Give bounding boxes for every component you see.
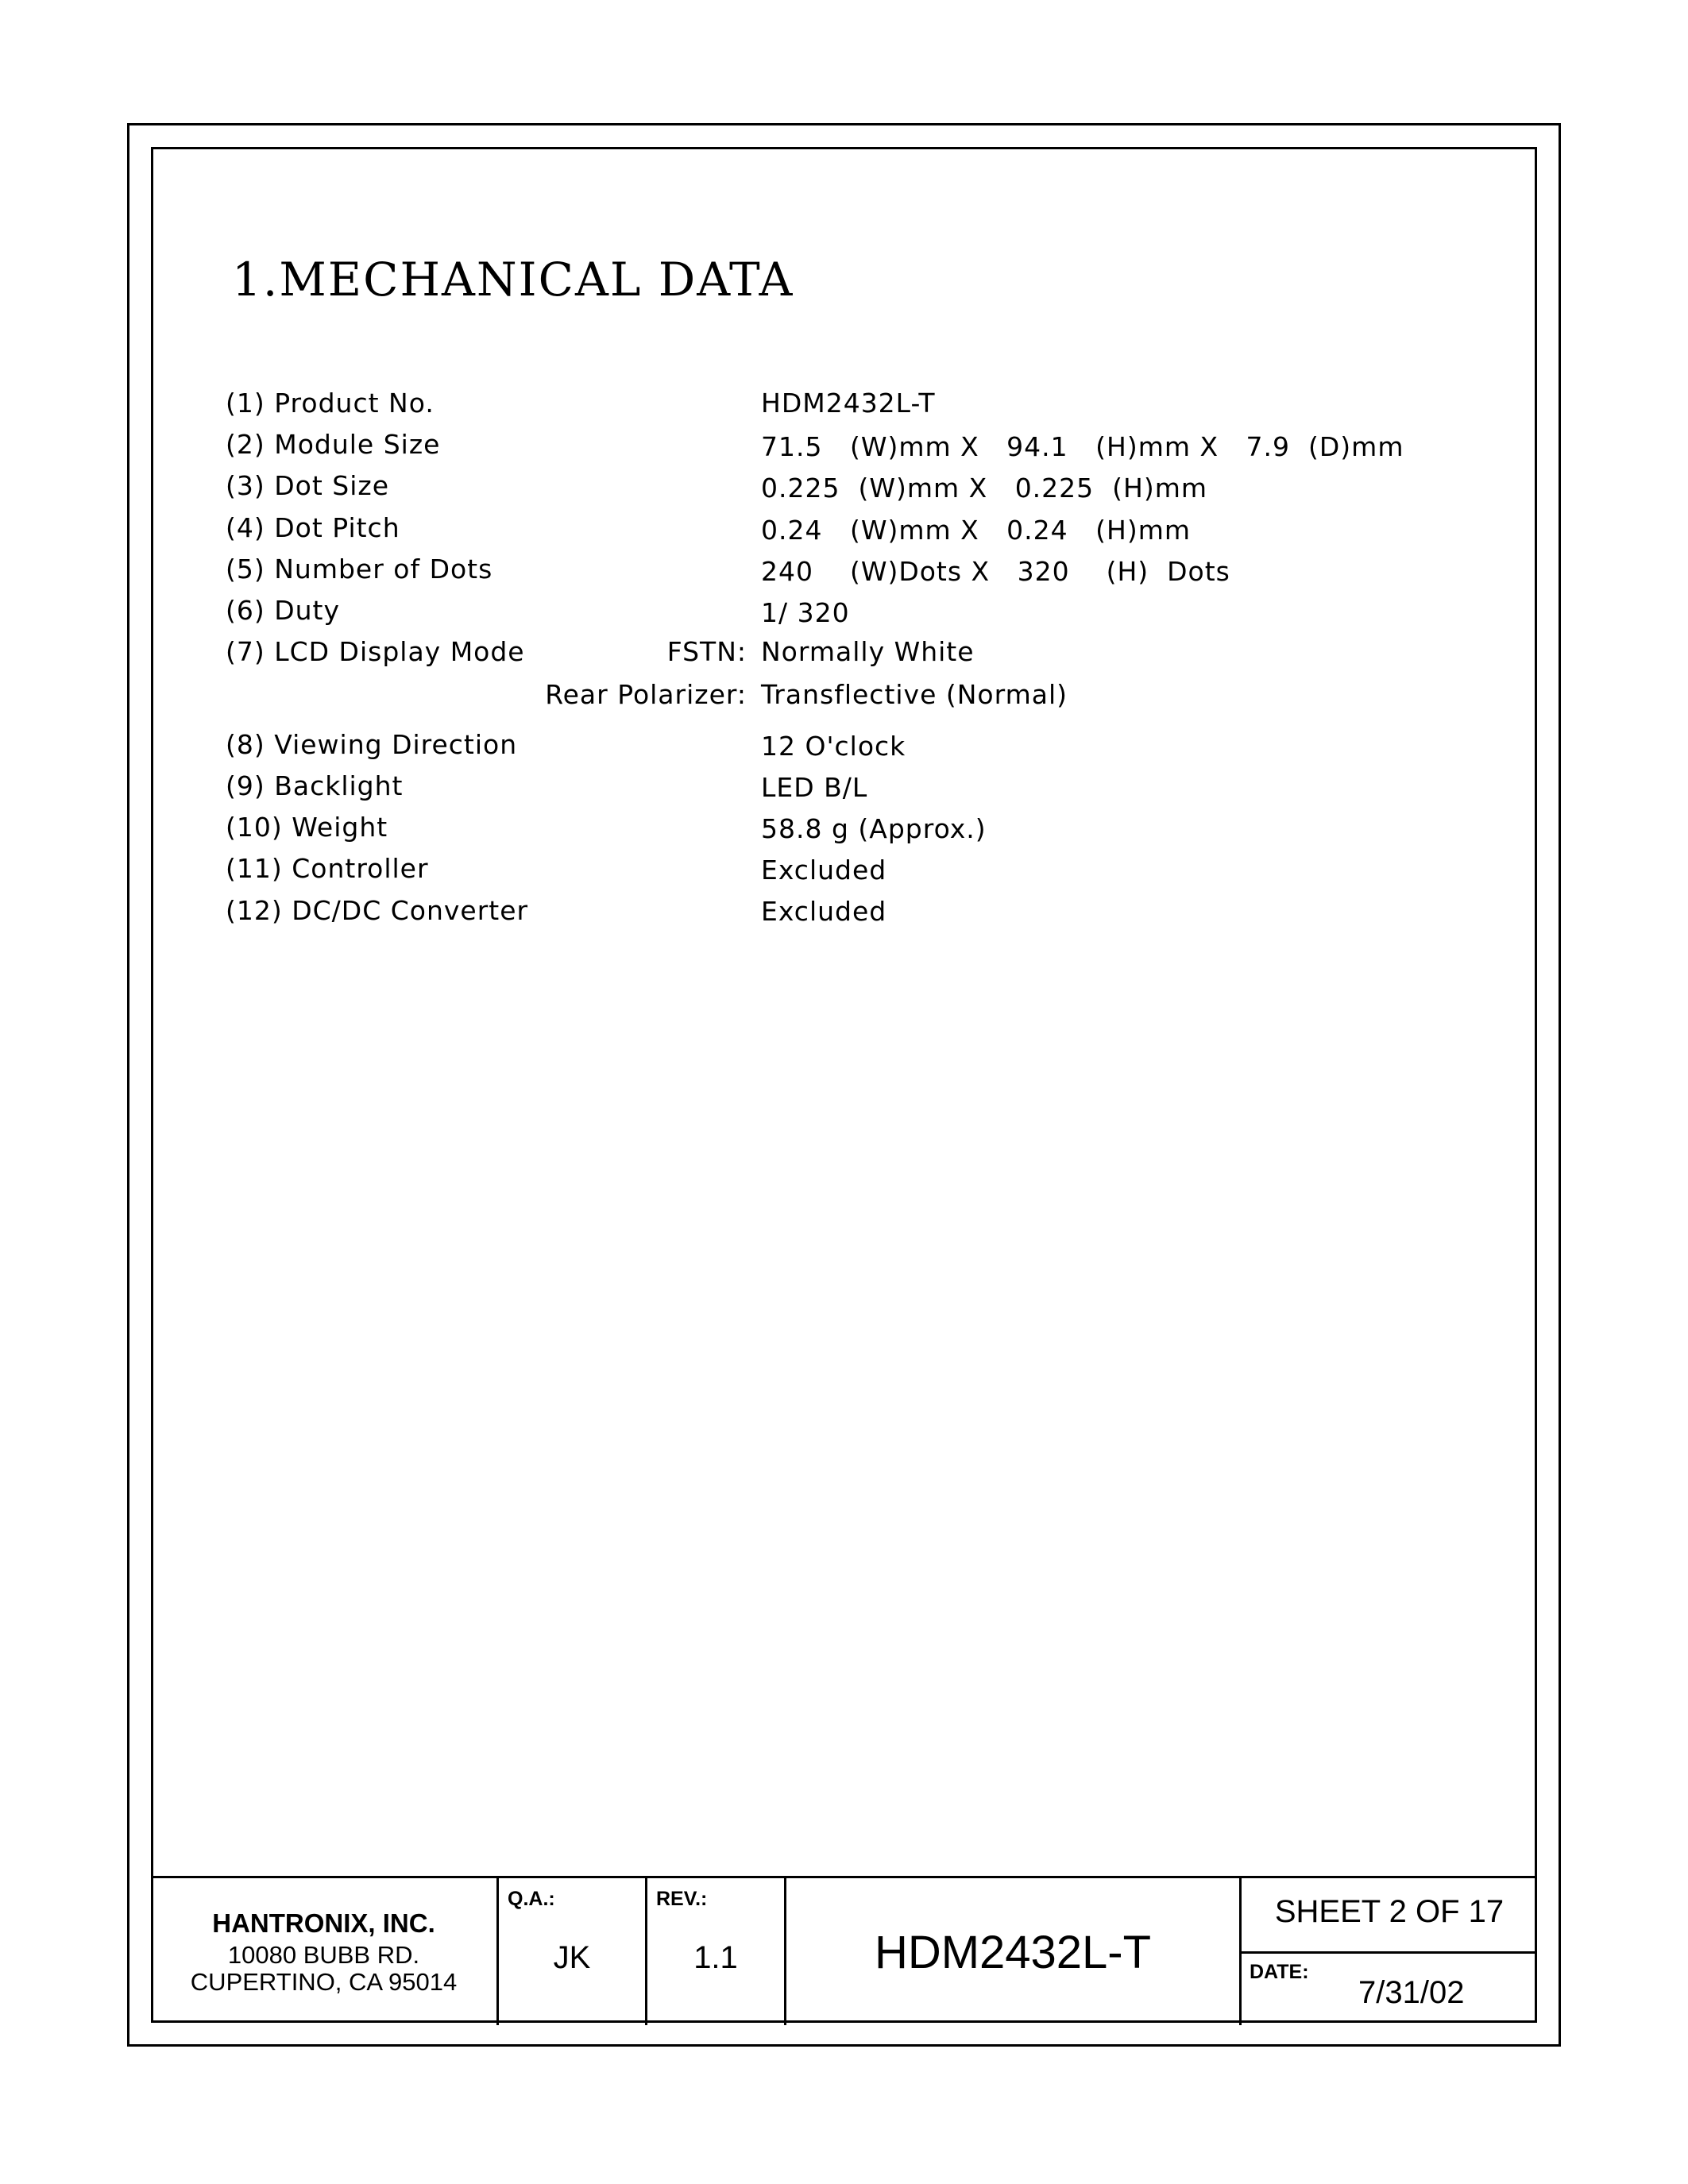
- company-address-line1: 10080 BUBB RD.: [227, 1941, 420, 1969]
- spec-value-product-no: HDM2432L-T: [761, 388, 936, 419]
- page-title: 1.MECHANICAL DATA: [232, 253, 794, 307]
- title-block-divider: [1239, 1951, 1537, 1954]
- part-number: HDM2432L-T: [874, 1927, 1152, 1978]
- spec-label-number-of-dots: (5) Number of Dots: [226, 554, 493, 585]
- spec-value-dot-pitch: 0.24 (W)mm X 0.24 (H)mm: [761, 515, 1191, 546]
- spec-label-controller: (11) Controller: [226, 853, 429, 884]
- company-name: HANTRONIX, INC.: [212, 1908, 435, 1938]
- spec-label-viewing-direction: (8) Viewing Direction: [226, 729, 518, 760]
- spec-label-module-size: (2) Module Size: [226, 429, 441, 460]
- spec-label-weight: (10) Weight: [226, 812, 388, 843]
- spec-value-controller: Excluded: [761, 855, 887, 886]
- qa-label: Q.A.:: [508, 1888, 555, 1910]
- date-label: DATE:: [1250, 1961, 1309, 1983]
- spec-label-product-no: (1) Product No.: [226, 388, 435, 419]
- date-value: 7/31/02: [1358, 1975, 1465, 2010]
- rev-value: 1.1: [693, 1940, 738, 1975]
- spec-value-weight: 58.8 g (Approx.): [761, 813, 987, 844]
- company-address-line2: CUPERTINO, CA 95014: [190, 1968, 458, 1996]
- spec-value-number-of-dots: 240 (W)Dots X 320 (H) Dots: [761, 556, 1230, 587]
- spec-label-dc-dc-converter: (12) DC/DC Converter: [226, 895, 529, 926]
- spec-value-module-size: 71.5 (W)mm X 94.1 (H)mm X 7.9 (D)mm: [761, 431, 1404, 462]
- qa-value: JK: [553, 1940, 591, 1975]
- spec-value-viewing-direction: 12 O'clock: [761, 731, 906, 762]
- spec-value-lcd-display-mode: Normally White: [761, 636, 975, 667]
- spec-label-backlight: (9) Backlight: [226, 770, 404, 801]
- spec-label-duty: (6) Duty: [226, 595, 341, 626]
- spec-value-duty: 1/ 320: [761, 597, 850, 628]
- spec-value-dc-dc-converter: Excluded: [761, 896, 887, 927]
- spec-value-dot-size: 0.225 (W)mm X 0.225 (H)mm: [761, 473, 1207, 504]
- spec-label-dot-pitch: (4) Dot Pitch: [226, 512, 400, 543]
- spec-sublabel-rear-polarizer: Rear Polarizer:: [545, 679, 747, 710]
- rev-label: REV.:: [656, 1888, 708, 1910]
- sheet-number: SHEET 2 OF 17: [1274, 1894, 1505, 1929]
- spec-label-lcd-display-mode: (7) LCD Display Mode: [226, 636, 525, 667]
- spec-label-dot-size: (3) Dot Size: [226, 470, 390, 501]
- spec-value-rear-polarizer: Transflective (Normal): [761, 679, 1068, 710]
- spec-sublabel-fstn: FSTN:: [666, 636, 747, 667]
- spec-value-backlight: LED B/L: [761, 772, 868, 803]
- title-block: [151, 1876, 1537, 2023]
